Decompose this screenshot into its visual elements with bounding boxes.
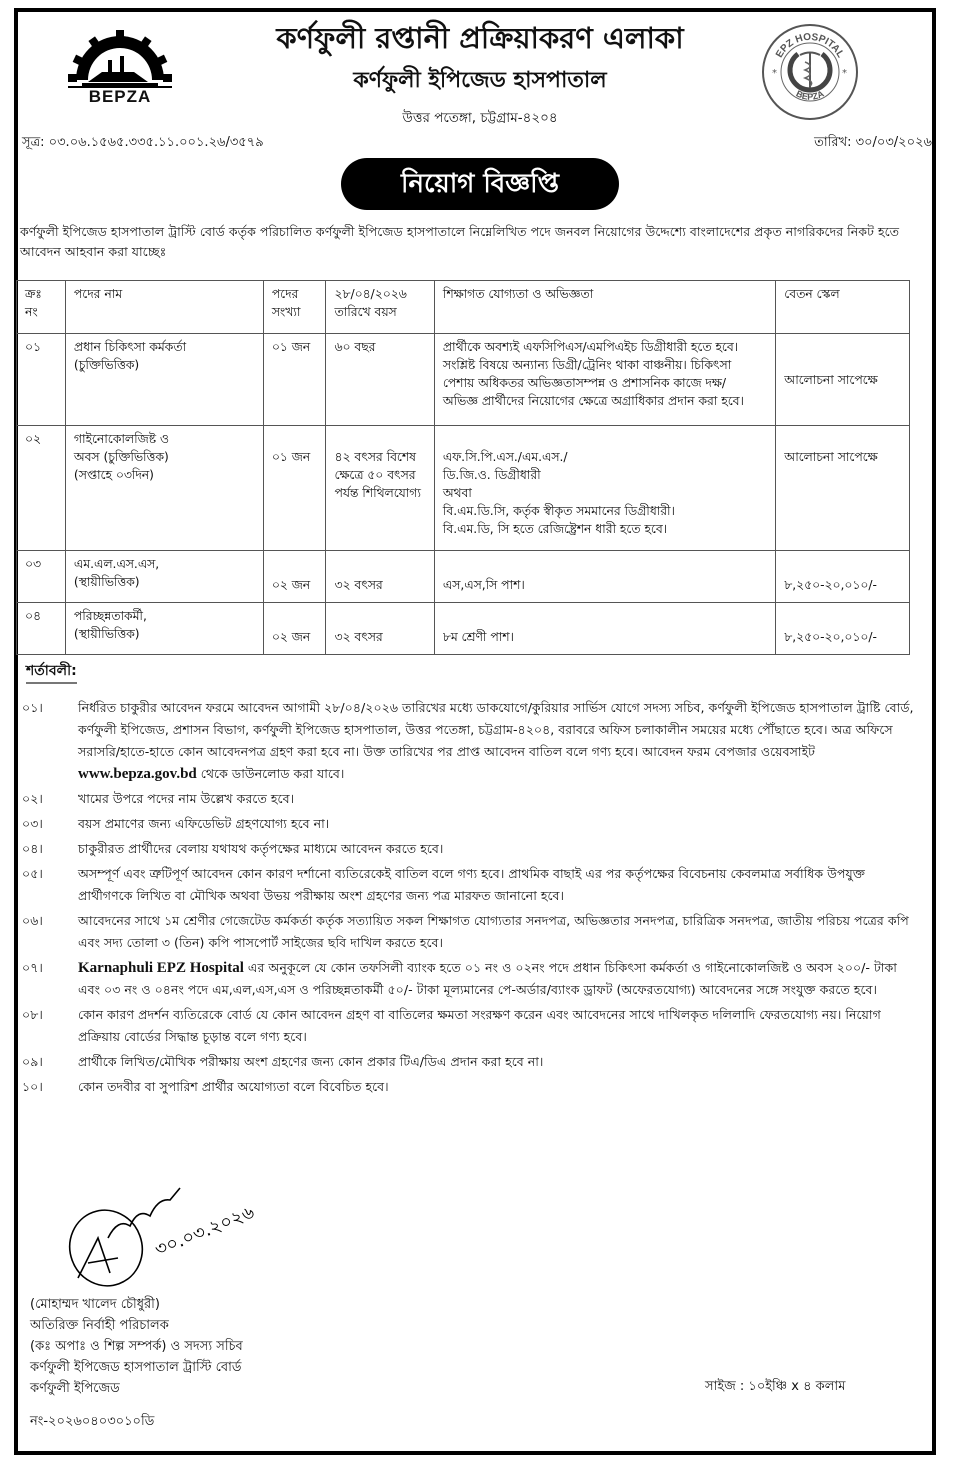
header-post-count: পদের সংখ্যা <box>263 281 326 334</box>
cell-serial: ০১ <box>17 334 66 426</box>
issue-date: তারিখ: ৩০/০৩/২০২৬ <box>814 135 932 150</box>
condition-item <box>22 863 922 907</box>
post-line: (স্থায়ীভিত্তিক) <box>73 627 140 641</box>
post-line: (চুক্তিভিত্তিক) <box>73 358 140 372</box>
condition-item <box>22 788 922 810</box>
bepza-logo <box>68 30 172 106</box>
cell-age: ৩২ বৎসর <box>326 603 434 655</box>
condition-item <box>22 813 922 835</box>
seal-bottom-text: BEPZA <box>794 88 826 102</box>
cell-count: ০২ জন <box>263 603 326 655</box>
seal-top-text: EPZ HOSPITAL <box>774 31 846 60</box>
cell-count: ০১ জন <box>263 334 326 426</box>
condition-text: প্রার্থীকে লিখিত/মৌখিক পরীক্ষায় অংশ গ্রহণের জন্য কোন প্রকার টিএ/ডিএ প্রদান করা হবে না। <box>78 1054 544 1069</box>
cell-serial: ০৪ <box>17 603 66 655</box>
qualification-line: ডি.জি.ও. ডিগ্রীধারী <box>442 468 541 482</box>
address: উত্তর পতেঙ্গা, চট্টগ্রাম-৪২০৪ <box>402 110 558 126</box>
epz-hospital-seal <box>760 22 860 122</box>
org-title: কর্ণফুলী রপ্তানী প্রক্রিয়াকরণ এলাকা <box>276 21 684 55</box>
condition-number: ০১। <box>22 700 43 715</box>
condition-number: ০৫। <box>22 866 43 881</box>
condition-item <box>22 697 922 785</box>
conditions-list <box>22 697 922 1101</box>
post-line: এম.এল.এস.এস, <box>73 557 160 571</box>
hospital-title: কর্ণফুলী ইপিজেড হাসপাতাল <box>353 68 607 93</box>
svg-text:*: * <box>772 68 777 79</box>
condition-number: ০৬। <box>22 913 43 928</box>
condition-number: ০৮। <box>22 1007 43 1022</box>
vacancy-table <box>16 280 910 655</box>
table-row <box>17 603 910 655</box>
cell-count: ০২ জন <box>263 551 326 603</box>
qualification-line: অথবা <box>442 486 472 500</box>
signature-date: ৩০.০৩.২০২৬ <box>152 1201 258 1261</box>
condition-text: এর অনুকূলে যে কোন তফসিলী ব্যাংক হতে ০১ নং ও ০২নং পদে প্রধান চিকিৎসা কর্মকর্তা ও গাইনোকোলজিষ্ট ও অবস ২০০/- টাকা এবং ০৩ নং ও ০৪নং পদে এম,এল,এস,এস ও পরিচ্ছন্নতাকর্মী ৫০/- টাকা মূল্যমানের পে-অর্ডার/ব্যাংক ড্রাফট (অফেরতযোগ্য) আবেদনের সঙ্গে সংযুক্ত করতে হবে। <box>78 960 897 997</box>
handwritten-signature <box>58 1178 278 1298</box>
signer-name: (মোহাম্মদ খালেদ চৌধুরী) <box>30 1297 160 1312</box>
post-line: (সপ্তাহে ০৩দিন) <box>73 468 154 482</box>
header-salary: বেতন স্কেল <box>776 281 910 334</box>
condition-text: খামের উপরে পদের নাম উল্লেখ করতে হবে। <box>78 791 295 806</box>
qualification-line: এফ.সি.পি.এস./এম.এস./ <box>442 450 568 464</box>
condition-number: ০৭। <box>22 960 43 975</box>
qualification-line: পেশায় অধিকতর অভিজ্ঞতাসম্পন্ন ও প্রশাসনিক কাজে দক্ষ/ <box>442 376 726 390</box>
reference-number: সূত্র: ০৩.০৬.১৫৬৫.৩৩৫.১১.০০১.২৬/৩৫৭৯ <box>22 135 264 150</box>
cell-salary: আলোচনা সাপেক্ষে <box>776 334 910 426</box>
qualification-line: বি.এম.ডি, সি হতে রেজিষ্ট্রেশন ধারী হতে হবে। <box>442 522 668 536</box>
condition-text: চাকুরীরত প্রার্থীদের বেলায় যথাযথ কর্তৃপক্ষের মাধ্যমে আবেদন করতে হবে। <box>78 841 444 856</box>
condition-text: অসম্পূর্ণ এবং ত্রুটিপূর্ণ আবেদন কোন কারণ দর্শানো ব্যতিরেকেই বাতিল বলে গণ্য হবে। প্রাথমিক বাছাই এর পর কর্তৃপক্ষের বিবেচনায় কেবলমাত্র সর্বাধিক উপযুক্ত প্রার্থীগণকে লিখিত বা মৌখিক অথবা উভয় পরীক্ষায় অংশ গ্রহণের জন্য পত্র মারফত জানানো হবে। <box>78 866 866 903</box>
condition-item <box>22 910 922 954</box>
header-post-name: পদের নাম <box>65 281 263 334</box>
cell-count: ০১ জন <box>263 426 326 551</box>
age-line: ৪২ বৎসর বিশেষ <box>334 450 416 464</box>
cell-salary: আলোচনা সাপেক্ষে <box>776 426 910 551</box>
memo-number: নং-২০২৬০৪০৩০১০ডি <box>30 1414 155 1429</box>
condition-text-tail: থেকে ডাউনলোড করা যাবে। <box>200 766 345 781</box>
cell-qualification <box>434 334 775 426</box>
cell-post <box>65 426 263 551</box>
post-line: অবস (চুক্তিভিত্তিক) <box>73 450 169 464</box>
cell-serial: ০২ <box>17 426 66 551</box>
header-age: ২৮/০৪/২০২৬ তারিখে বয়স <box>326 281 434 334</box>
age-line: ক্ষেত্রে ৫০ বৎসর <box>334 468 416 482</box>
condition-text: কোন কারণ প্রদর্শন ব্যতিরেকে বোর্ড যে কোন আবেদন গ্রহণ বা বাতিলের ক্ষমতা সংরক্ষণ করেন এবং আবেদনের সাথে দাখিলকৃত দলিলাদি ফেরতযোগ্য নয়। নিয়োগ প্রক্রিয়ায় বোর্ডের সিদ্ধান্ত চূড়ান্ত বলে গণ্য হবে। <box>78 1007 881 1044</box>
post-line: (স্থায়ীভিত্তিক) <box>73 575 140 589</box>
caduceus-seal-icon <box>760 22 860 122</box>
condition-text: আবেদনের সাথে ১ম শ্রেণীর গেজেটেড কর্মকর্তা কর্তৃক সত্যায়িত সকল শিক্ষাগত যোগ্যতার সনদপত্র, অভিজ্ঞতার সনদপত্র, চারিত্রিক সনদপত্র, জাতীয় পরিচয় পত্রের কপি এবং সদ্য তোলা ৩ (তিন) কপি পাসপোর্ট সাইজের ছবি দাখিল করতে হবে। <box>78 913 909 950</box>
cell-post <box>65 551 263 603</box>
conditions-title: শর্তাবলী: <box>26 660 77 684</box>
condition-number: ০২। <box>22 791 43 806</box>
signature-icon <box>58 1178 278 1298</box>
age-line: পর্যন্ত শিথিলযোগ্য <box>334 486 421 500</box>
signer-role: (কঃ অপাঃ ও শিল্প সম্পর্ক) ও সদস্য সচিব <box>30 1339 243 1354</box>
bepza-logo-label: BEPZA <box>68 86 172 106</box>
website-link[interactable]: www.bepza.gov.bd <box>78 766 197 782</box>
signer-block <box>30 1294 243 1399</box>
condition-item <box>22 838 922 860</box>
condition-text: বয়স প্রমাণের জন্য এফিডেভিট গ্রহণযোগ্য হবে না। <box>78 816 330 831</box>
table-row <box>17 426 910 551</box>
condition-text: নির্ধরিত চাকুরীর আবেদন ফরমে আবেদন আগামী ২৮/০৪/২০২৬ তারিখের মধ্যে ডাকযোগে/কুরিয়ার সার্ভিস যোগে সদস্য সচিব, কর্ণফুলী ইপিজেড হাসপাতাল ট্রাষ্টি বোর্ড, কর্ণফুলী ইপিজেড, প্রশাসন বিভাগ, কর্ণফুলী ইপিজেড হাসপাতাল, উত্তর পতেঙ্গা, চট্টগ্রাম-৪২০৪, বরাবরে অফিস চলাকালীন সময়ের মধ্যে পৌঁছাতে হবে। অত্র অফিসে সরাসরি/হাতে-হাতে কোন আবেদনপত্র গ্রহণ করা হবে না। উক্ত তারিখের পর প্রাপ্ত আবেদন বাতিল বলে গণ্য হবে। আবেদন ফরম বেপজার ওয়েবসাইট <box>78 700 914 759</box>
svg-text:*: * <box>842 68 847 79</box>
condition-item <box>22 1051 922 1073</box>
qualification-line: অভিজ্ঞ প্রার্থীদের নিয়োগের ক্ষেত্রে অগ্রাধিকার প্রদান করা হবে। <box>442 394 744 408</box>
cell-qualification: এস,এস,সি পাশ। <box>434 551 775 603</box>
notice-banner: নিয়োগ বিজ্ঞপ্তি <box>341 158 619 210</box>
cell-age: ৬০ বছর <box>326 334 434 426</box>
gear-factory-icon <box>68 30 172 88</box>
cell-qualification <box>434 426 775 551</box>
qualification-line: বি.এম.ডি.সি, কর্তৃক স্বীকৃত সমমানের ডিগ্রীধারী। <box>442 504 675 518</box>
qualification-line: সংশ্লিষ্ট বিষয়ে অন্যান্য ডিগ্রী/ট্রেনিং থাকা বাঞ্চনীয়। চিকিৎসা <box>442 358 732 372</box>
condition-number: ০৪। <box>22 841 43 856</box>
ad-size: সাইজ : ১০ইঞ্চি x ৪ কলাম <box>705 1379 846 1394</box>
cell-salary: ৮,২৫০-২০,০১০/- <box>776 603 910 655</box>
cell-age <box>326 426 434 551</box>
cell-post <box>65 334 263 426</box>
signer-board: কর্ণফুলী ইপিজেড হাসপাতাল ট্রাস্টি বোর্ড <box>30 1360 242 1375</box>
condition-item <box>22 1004 922 1048</box>
cell-post <box>65 603 263 655</box>
header-serial: ক্রঃ নং <box>17 281 66 334</box>
post-line: গাইনোকোলজিষ্ট ও <box>73 432 169 446</box>
qualification-line: প্রার্থীকে অবশ্যই এফসিপিএস/এমপিএইচ ডিগ্রীধারী হতে হবে। <box>442 340 739 354</box>
signer-designation: অতিরিক্ত নির্বাহী পরিচালক <box>30 1318 169 1333</box>
post-line: পরিচ্ছন্নতাকর্মী, <box>73 609 147 623</box>
header-qualification: শিক্ষাগত যোগ্যতা ও অভিজ্ঞতা <box>434 281 775 334</box>
table-header-row <box>17 281 910 334</box>
condition-text: কোন তদবীর বা সুপারিশ প্রার্থীর অযোগ্যতা বলে বিবেচিত হবে। <box>78 1079 389 1094</box>
payee-name: Karnaphuli EPZ Hospital <box>78 960 244 976</box>
condition-number: ১০। <box>22 1079 43 1094</box>
post-line: প্রধান চিকিৎসা কর্মকর্তা <box>73 340 187 354</box>
intro-paragraph: কর্ণফুলী ইপিজেড হাসপাতাল ট্রাস্টি বোর্ড কর্তৃক পরিচালিত কর্ণফুলী ইপিজেড হাসপাতালে নিম্নেলিখিত পদে জনবল নিয়োগের উদ্দেশ্যে বাংলাদেশের প্রকৃত নাগরিকদের নিকট হতে আবেদন আহবান করা যাচ্ছেঃ <box>20 224 900 259</box>
cell-serial: ০৩ <box>17 551 66 603</box>
table-row <box>17 334 910 426</box>
cell-salary: ৮,২৫০-২০,০১০/- <box>776 551 910 603</box>
cell-qualification: ৮ম শ্রেণী পাশ। <box>434 603 775 655</box>
signer-org: কর্ণফুলী ইপিজেড <box>30 1381 120 1396</box>
condition-item <box>22 1076 922 1098</box>
condition-number: ০৯। <box>22 1054 43 1069</box>
condition-number: ০৩। <box>22 816 43 831</box>
cell-age: ৩২ বৎসর <box>326 551 434 603</box>
condition-item <box>22 957 922 1001</box>
table-row <box>17 551 910 603</box>
